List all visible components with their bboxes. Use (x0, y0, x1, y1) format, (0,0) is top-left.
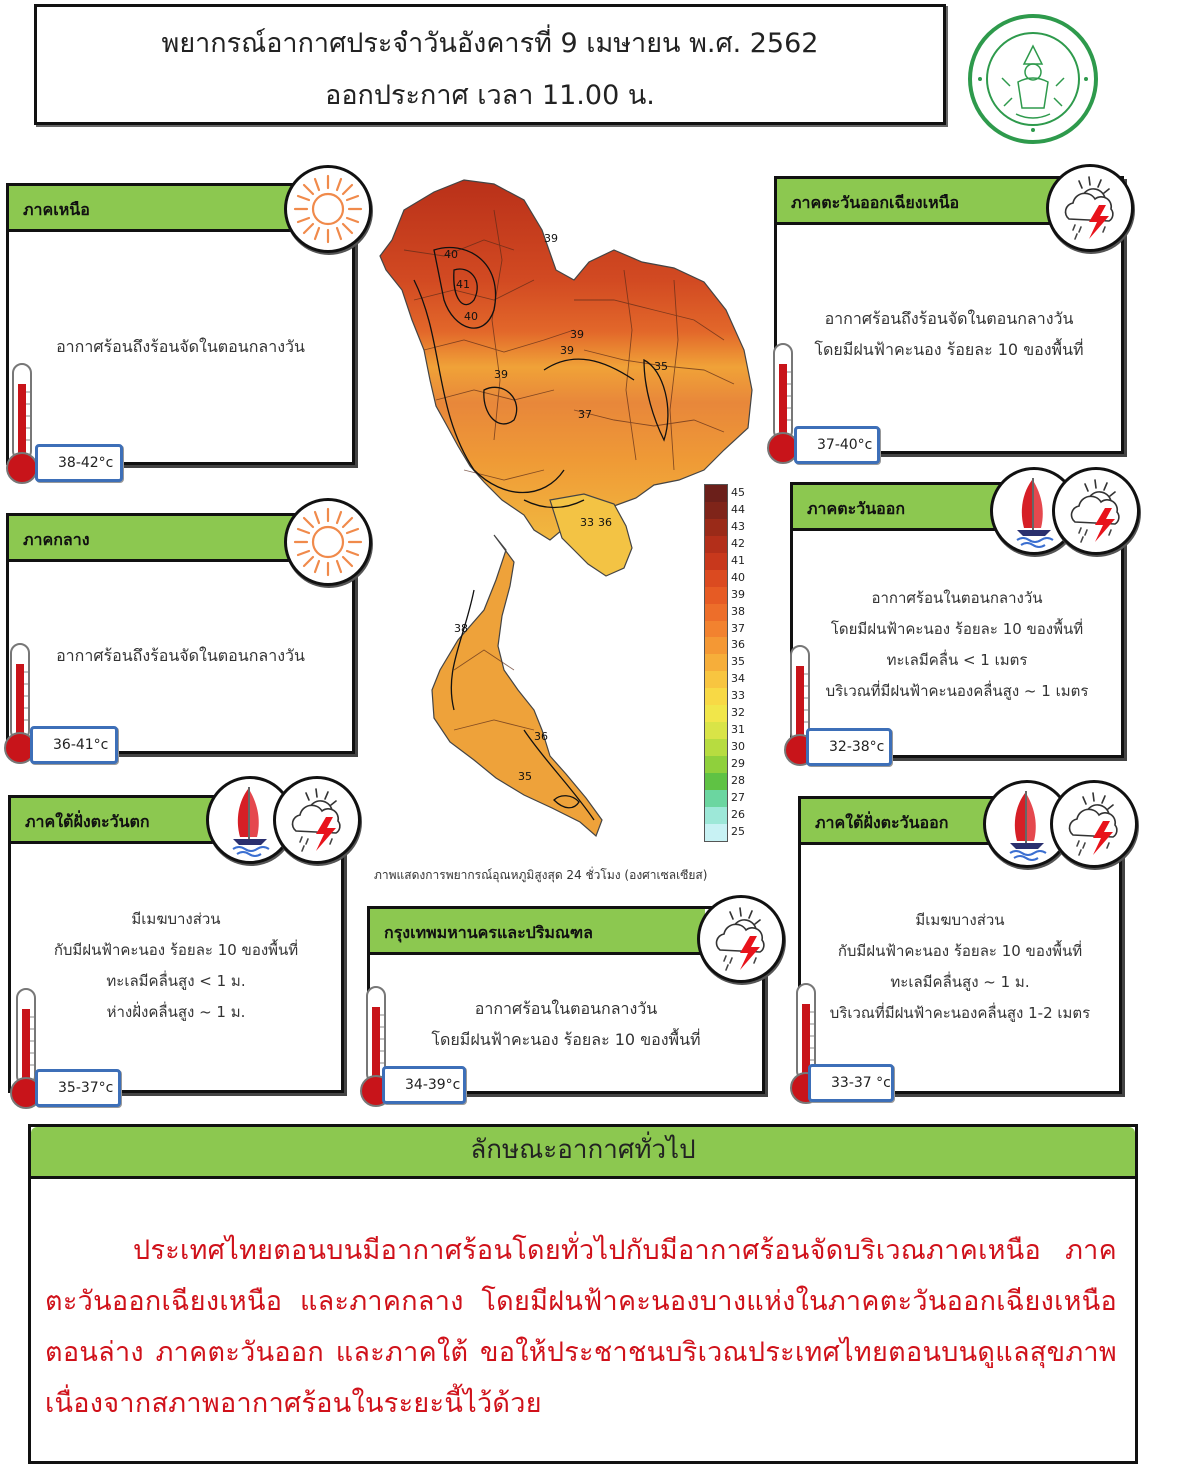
legend-swatch (705, 553, 727, 570)
map-caption: ภาพแสดงการพยากรณ์อุณหภูมิสูงสุด 24 ชั่วโมง (องศาเซลเซียส) (374, 868, 708, 882)
legend-label: 33 (731, 689, 745, 703)
legend-label: 26 (731, 807, 745, 821)
east-temp-range: 32-38°c (806, 728, 892, 766)
region-south-east-header (801, 799, 997, 845)
region-central-name: ภาคกลาง (23, 530, 90, 549)
temperature-legend-labels (731, 485, 745, 841)
legend-swatch (705, 485, 727, 502)
region-bangkok-name: กรุงเทพมหานครและปริมณฑล (384, 923, 593, 942)
legend-label: 40 (731, 570, 745, 584)
region-south-west-description: มีเมฆบางส่วน กับมีฝนฟ้าคะนอง ร้อยละ 10 ของพื้นที่ ทะเลมีคลื่นสูง < 1 ม. ห่างฝั่งคลื่นสูง ~ 1 ม. (53, 910, 299, 1021)
region-north-name: ภาคเหนือ (23, 200, 90, 219)
contour-label: 39 (494, 368, 508, 381)
temperature-legend-bar (704, 484, 728, 842)
bangkok-temp-range: 34-39°c (382, 1066, 466, 1104)
region-central-description: อากาศร้อนถึงร้อนจัดในตอนกลางวัน (56, 646, 305, 665)
contour-label: 40 (444, 248, 458, 261)
south-east-weather-icon-frame (1050, 780, 1138, 868)
legend-label: 37 (731, 621, 745, 635)
sun-icon (287, 168, 369, 250)
general-weather-title: ลักษณะอากาศทั่วไป (470, 1135, 696, 1165)
region-northeast-description: อากาศร้อนถึงร้อนจัดในตอนกลางวัน โดยมีฝนฟ้าคะนอง ร้อยละ 10 ของพื้นที่ (814, 309, 1084, 359)
legend-label: 38 (731, 604, 745, 618)
contour-label: 33 (580, 516, 594, 529)
contour-label: 35 (654, 360, 668, 373)
north-weather-icon-frame (284, 165, 372, 253)
legend-swatch (705, 756, 727, 773)
legend-label: 27 (731, 790, 745, 804)
forecast-header (34, 4, 946, 125)
region-bangkok-description: อากาศร้อนในตอนกลางวัน โดยมีฝนฟ้าคะนอง ร้อยละ 10 ของพื้นที่ (431, 999, 701, 1049)
legend-swatch (705, 604, 727, 621)
region-south-west-name: ภาคใต้ฝั่งตะวันตก (25, 812, 150, 831)
region-central-header (9, 516, 309, 562)
region-south-east-description: มีเมฆบางส่วน กับมีฝนฟ้าคะนอง ร้อยละ 10 ของพื้นที่ ทะเลมีคลื่นสูง ~ 1 ม. บริเวณที่มีฝนฟ้าคะนองคลื่นสูง 1-2 เมตร (829, 911, 1091, 1022)
legend-swatch (705, 621, 727, 638)
thunderstorm-icon (700, 898, 782, 980)
contour-label: 40 (464, 310, 478, 323)
east-weather-icon-frame (1052, 467, 1140, 555)
south-west-temp-range: 35-37°c (35, 1069, 121, 1107)
general-weather-section (28, 1124, 1138, 1464)
region-east-name: ภาคตะวันออก (807, 499, 906, 518)
contour-label: 39 (570, 328, 584, 341)
legend-swatch (705, 790, 727, 807)
region-north-description: อากาศร้อนถึงร้อนจัดในตอนกลางวัน (56, 337, 305, 356)
thunderstorm-icon (1055, 470, 1137, 552)
legend-swatch (705, 739, 727, 756)
forecast-title: พยากรณ์อากาศประจำวันอังคารที่ 9 เมษายน พ.ศ. 2562 (161, 28, 819, 59)
thunderstorm-icon (276, 779, 358, 861)
legend-label: 28 (731, 773, 745, 787)
legend-label: 44 (731, 502, 745, 516)
legend-swatch (705, 637, 727, 654)
region-northeast-header (777, 179, 1062, 225)
northeast-temp-range: 37-40°c (794, 426, 880, 464)
legend-swatch (705, 773, 727, 790)
thunderstorm-icon (1049, 167, 1131, 249)
legend-label: 42 (731, 536, 745, 550)
contour-label: 41 (456, 278, 470, 291)
general-weather-text: ประเทศไทยตอนบนมีอากาศร้อนโดยทั่วไปกับมีอากาศร้อนจัดบริเวณภาคเหนือ ภาคตะวันออกเฉียงเหนือ และภาคกลาง โดยมีฝนฟ้าคะนองบางแห่งในภาคตะวันออกเฉียงเหนือตอนล่าง ภาคตะวันออก และภาคใต้ ขอให้ประชาชนบริเวณประเทศไทยตอนบนดูแลสุขภาพเนื่องจากสภาพอากาศร้อนในระยะนี้ไว้ด้วย (45, 1235, 1117, 1419)
contour-label: 35 (518, 770, 532, 783)
legend-swatch (705, 671, 727, 688)
legend-swatch (705, 570, 727, 587)
northeast-weather-icon-frame (1046, 164, 1134, 252)
region-south-west-header (11, 798, 221, 844)
legend-label: 39 (731, 587, 745, 601)
legend-label: 34 (731, 672, 745, 686)
legend-swatch (705, 705, 727, 722)
legend-label: 41 (731, 553, 745, 567)
legend-label: 32 (731, 706, 745, 720)
issued-time: ออกประกาศ เวลา 11.00 น. (325, 80, 655, 111)
legend-swatch (705, 502, 727, 519)
legend-label: 35 (731, 655, 745, 669)
region-northeast-name: ภาคตะวันออกเฉียงเหนือ (791, 193, 960, 212)
north-thermometer-icon (5, 362, 39, 486)
legend-swatch (705, 722, 727, 739)
contour-label: 36 (534, 730, 548, 743)
contour-label: 36 (598, 516, 612, 529)
legend-swatch (705, 519, 727, 536)
contour-label: 38 (454, 622, 468, 635)
contour-label: 39 (544, 232, 558, 245)
contour-label: 39 (560, 344, 574, 357)
south-west-weather-icon-frame (273, 776, 361, 864)
legend-swatch (705, 536, 727, 553)
region-north-header (9, 186, 309, 232)
legend-label: 25 (731, 824, 745, 838)
region-east-header (793, 485, 1003, 531)
legend-swatch (705, 654, 727, 671)
thunderstorm-icon (1053, 783, 1135, 865)
legend-label: 36 (731, 638, 745, 652)
legend-swatch (705, 824, 727, 841)
sun-icon (287, 501, 369, 583)
legend-swatch (705, 807, 727, 824)
legend-label: 43 (731, 519, 745, 533)
legend-label: 29 (731, 757, 745, 770)
legend-swatch (705, 688, 727, 705)
contour-label: 37 (578, 408, 592, 421)
general-weather-header (31, 1127, 1135, 1179)
region-bangkok-header (370, 909, 705, 955)
bangkok-weather-icon-frame (697, 895, 785, 983)
north-temp-range: 38-42°c (35, 444, 123, 482)
south-east-temp-range: 33-37 °c (808, 1064, 894, 1102)
region-south-east-name: ภาคใต้ฝั่งตะวันออก (815, 813, 949, 832)
central-weather-icon-frame (284, 498, 372, 586)
legend-label: 30 (731, 740, 745, 754)
legend-label: 31 (731, 723, 745, 737)
legend-label: 45 (731, 486, 745, 499)
region-east-description: อากาศร้อนในตอนกลางวัน โดยมีฝนฟ้าคะนอง ร้อยละ 10 ของพื้นที่ ทะเลมีคลื่น < 1 เมตร บริเวณที่มีฝนฟ้าคะนองคลื่นสูง ~ 1 เมตร (825, 589, 1089, 700)
central-temp-range: 36-41°c (30, 726, 118, 764)
legend-swatch (705, 587, 727, 604)
meteorological-department-seal-icon (966, 12, 1100, 146)
